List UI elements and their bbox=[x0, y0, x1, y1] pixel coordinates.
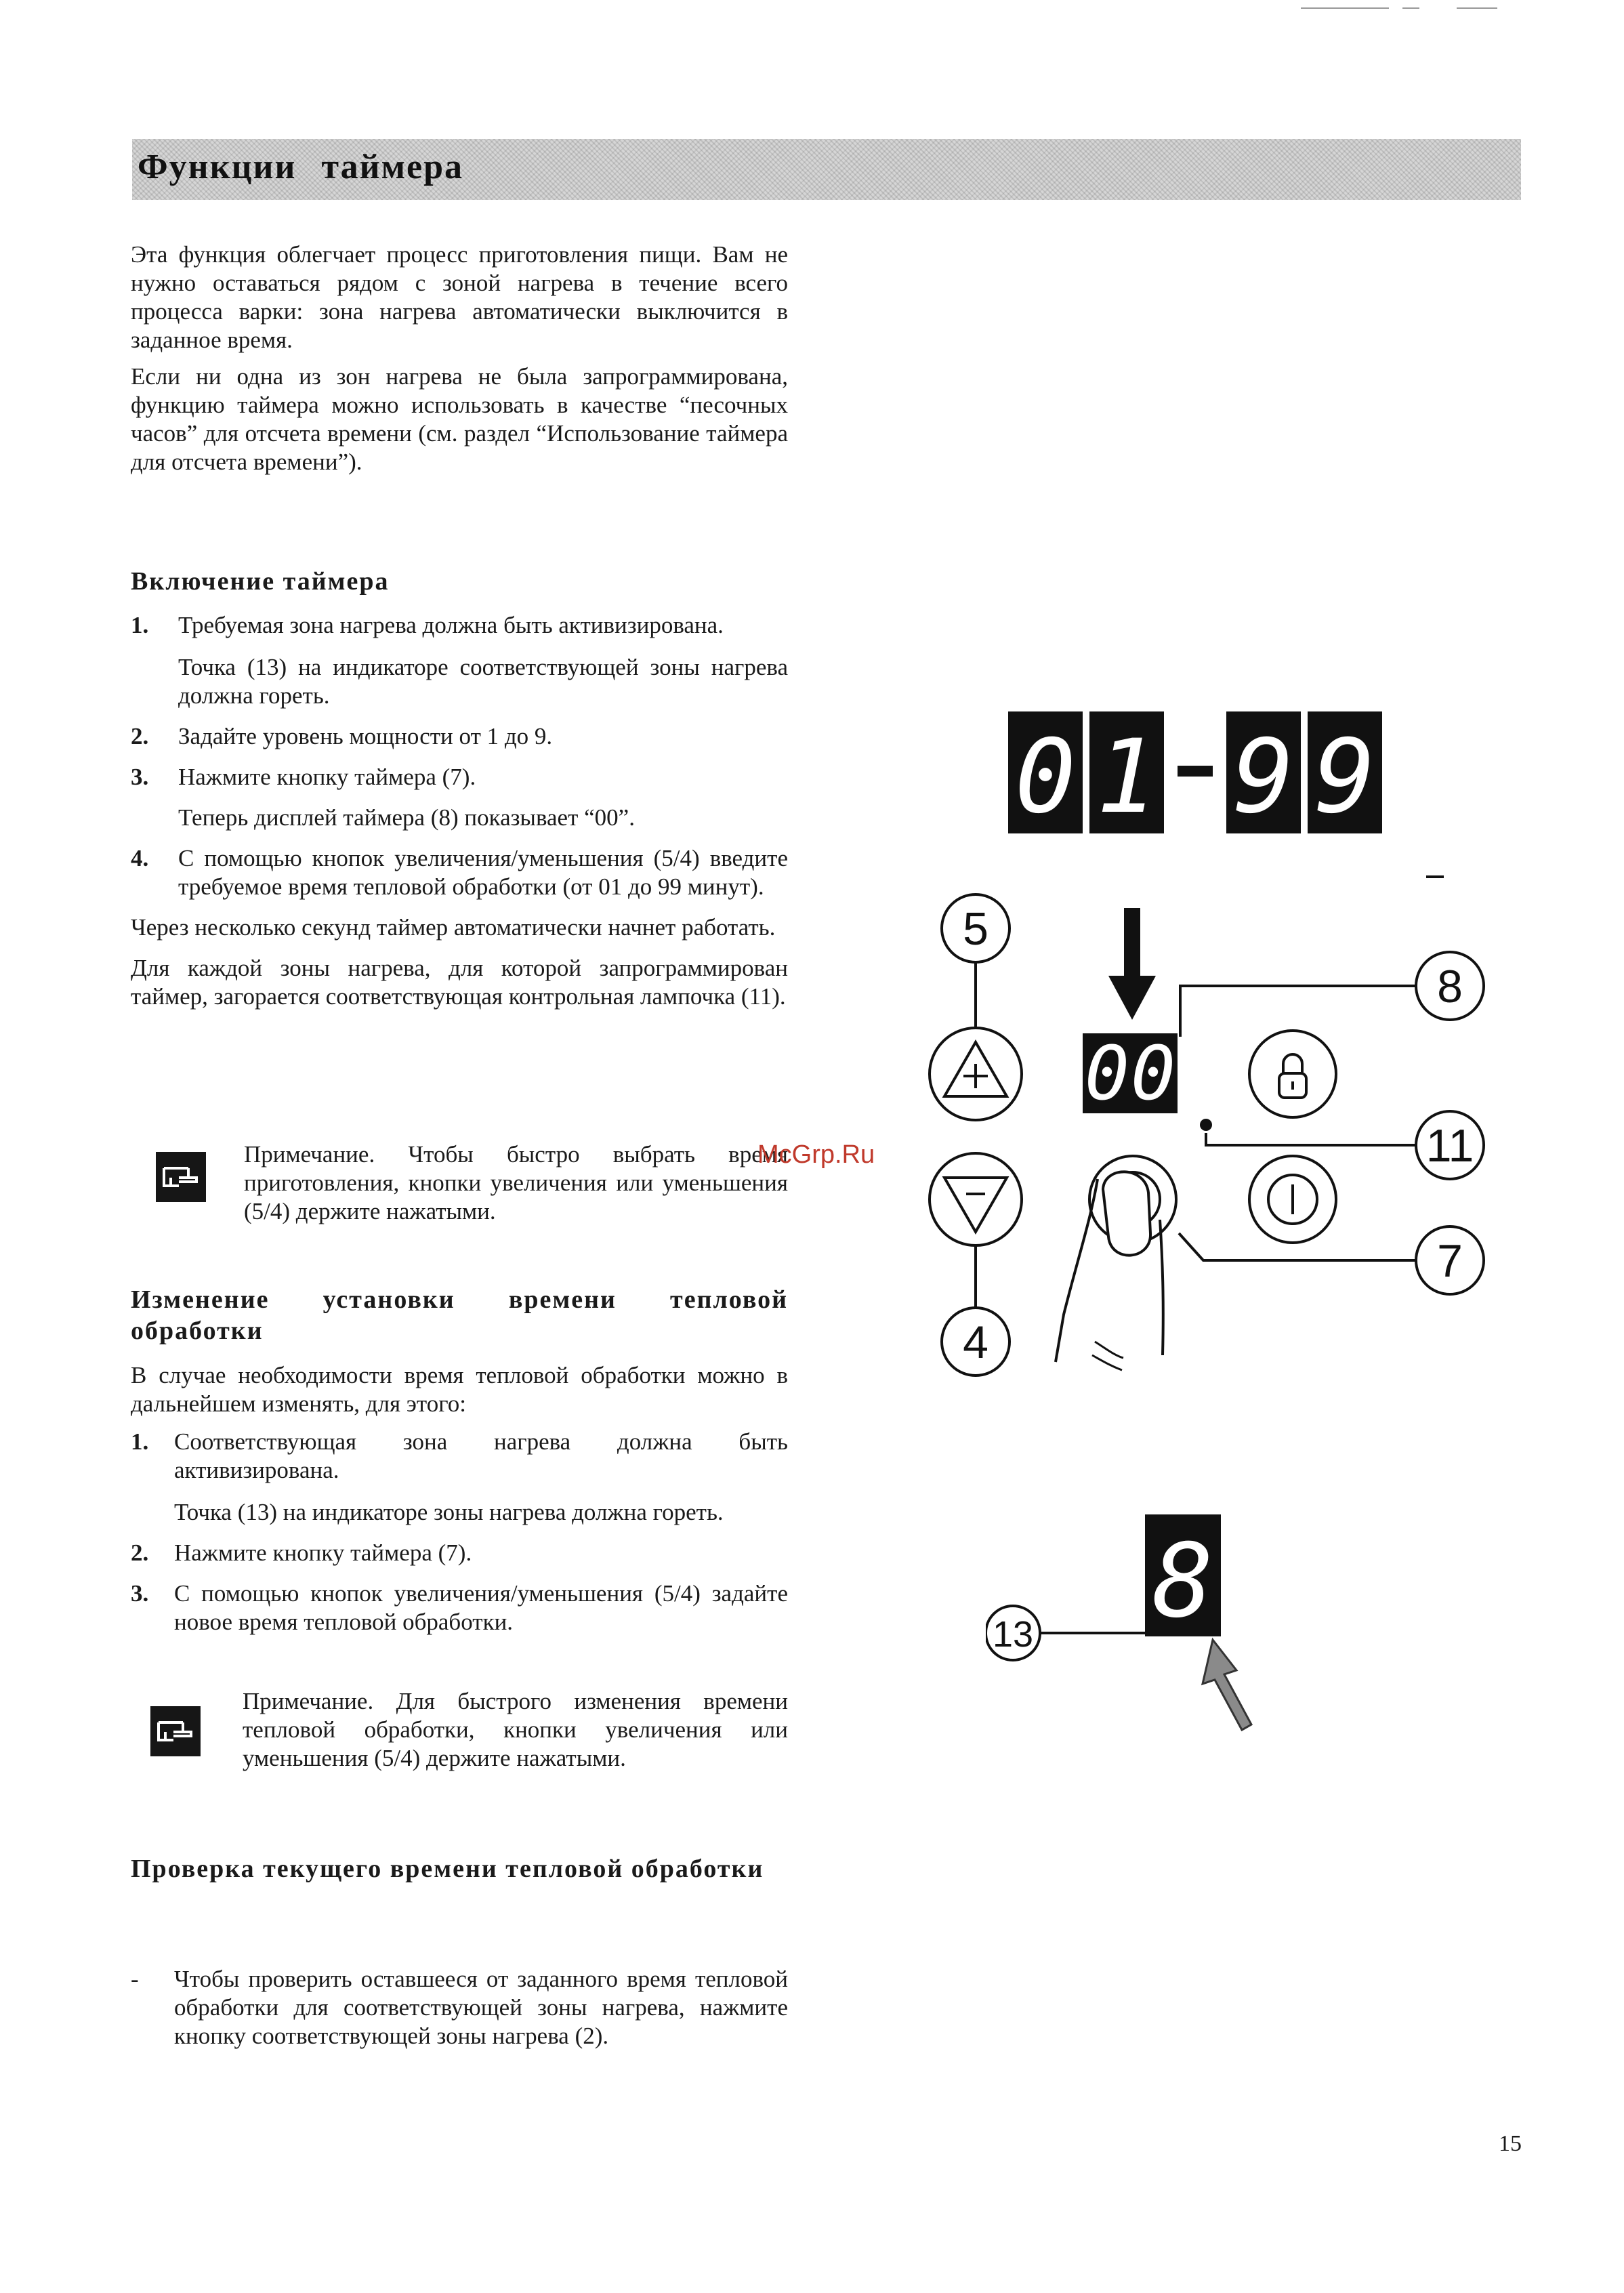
intro-paragraph-1: Эта функция облегчает процесс приготовления пищи. Вам не нужно оставаться рядом с зоной нагрева в течение всего процесса варки: зона нагрева автоматически выключится в заданное время. bbox=[131, 241, 788, 353]
page-title: Функции таймера bbox=[138, 148, 464, 186]
note-2 bbox=[243, 1687, 788, 1773]
paragraph: Через несколько секунд таймер автоматически начнет работать. bbox=[131, 914, 776, 941]
step bbox=[131, 763, 788, 791]
callout-label: 11 bbox=[1425, 1120, 1474, 1172]
step-text: Соответствующая зона нагрева должна быть активизирована. bbox=[174, 1428, 788, 1483]
scan-marks bbox=[1301, 7, 1524, 9]
step bbox=[131, 1498, 788, 1527]
paragraph: Для каждой зоны нагрева, для которой запрограммирован таймер, загорается соответствующая контрольная лампочка (11). bbox=[131, 955, 788, 1010]
section-timer-on bbox=[131, 566, 788, 597]
digit: 0 bbox=[1014, 718, 1077, 833]
note-1 bbox=[244, 1140, 788, 1226]
timer-digit: 0 bbox=[1130, 1030, 1176, 1117]
callout-label: 13 bbox=[992, 1614, 1034, 1655]
display-range-figure bbox=[1008, 711, 1388, 833]
bullet-text: Чтобы проверить оставшееся от заданного время тепловой обработки для соответствующей зоны нагрева, нажмите кнопку соответствующей зоны нагрева (2). bbox=[174, 1966, 788, 2049]
section-title: Изменение установки времени тепловой обработки bbox=[131, 1285, 788, 1345]
section-title: Включение таймера bbox=[131, 567, 390, 596]
step-number: 2. bbox=[131, 1540, 149, 1566]
paragraph: В случае необходимости время тепловой обработки можно в дальнейшем изменять, для этого: bbox=[131, 1362, 788, 1417]
dash-segment bbox=[1178, 766, 1213, 777]
section-check-time bbox=[131, 1853, 788, 1884]
indicator-lamp bbox=[1200, 1119, 1212, 1131]
step-text: Точка (13) на индикаторе зоны нагрева должна гореть. bbox=[174, 1499, 724, 1525]
arrow-up-icon bbox=[1203, 1640, 1251, 1730]
section-change-time bbox=[131, 1284, 788, 1636]
step bbox=[131, 844, 788, 901]
step-number: 1. bbox=[131, 1428, 149, 1455]
digit: 9 bbox=[1232, 718, 1295, 833]
step bbox=[131, 1579, 788, 1636]
note-hand-icon bbox=[150, 1706, 201, 1756]
step-text: С помощью кнопок увеличения/уменьшения (5/4) введите требуемое время тепловой обработки (от 01 до 99 минут). bbox=[178, 845, 788, 900]
section-check-time-text bbox=[131, 1965, 788, 2050]
step-text: Требуемая зона нагрева должна быть активизирована. bbox=[178, 612, 724, 638]
bullet-item bbox=[131, 1965, 788, 2050]
step bbox=[131, 611, 788, 640]
step bbox=[131, 1539, 788, 1567]
step bbox=[131, 1428, 788, 1485]
step-text: Нажмите кнопку таймера (7). bbox=[174, 1540, 472, 1566]
callout-label: 7 bbox=[1437, 1235, 1463, 1287]
zone-digit: 8 bbox=[1152, 1523, 1214, 1640]
step-number: 1. bbox=[131, 612, 149, 638]
note-text: Примечание. Чтобы быстро выбрать время приготовления, кнопки увеличения или уменьшения (5/4) держите нажатыми. bbox=[244, 1141, 788, 1224]
step-text: Точка (13) на индикаторе соответствующей зоны нагрева должна гореть. bbox=[178, 654, 788, 709]
step-text: С помощью кнопок увеличения/уменьшения (5/4) задайте новое время тепловой обработки. bbox=[174, 1580, 788, 1635]
dash-mark bbox=[1426, 874, 1446, 880]
section-title: Проверка текущего времени тепловой обработки bbox=[131, 1855, 764, 1883]
callout-label: 8 bbox=[1437, 961, 1463, 1012]
note-hand-icon bbox=[156, 1152, 206, 1202]
digit: 9 bbox=[1314, 718, 1376, 833]
section-timer-on-steps bbox=[131, 611, 788, 1011]
digit: 1 bbox=[1096, 718, 1158, 833]
note-text: Примечание. Для быстрого изменения времени тепловой обработки, кнопки увеличения или уменьшения (5/4) держите нажатыми. bbox=[243, 1688, 788, 1771]
step-text: Теперь дисплей таймера (8) показывает “00”. bbox=[178, 804, 635, 831]
callout-label: 4 bbox=[963, 1317, 988, 1368]
step bbox=[131, 722, 788, 751]
title-banner bbox=[132, 139, 1521, 200]
step-number: 3. bbox=[131, 1580, 149, 1607]
step bbox=[131, 653, 788, 710]
bullet: - bbox=[131, 1966, 139, 1992]
watermark: McGrp.Ru bbox=[757, 1140, 875, 1169]
page-number: 15 bbox=[1499, 2131, 1522, 2156]
step-number: 2. bbox=[131, 723, 149, 749]
callout-label: 5 bbox=[963, 903, 988, 955]
arrow-down-icon bbox=[1108, 908, 1156, 1020]
step-text: Нажмите кнопку таймера (7). bbox=[178, 764, 476, 790]
step-number: 4. bbox=[131, 845, 149, 871]
zone-indicator-figure bbox=[986, 1514, 1270, 1738]
step-number: 3. bbox=[131, 764, 149, 790]
control-panel-figure bbox=[908, 881, 1504, 1396]
step-text: Задайте уровень мощности от 1 до 9. bbox=[178, 723, 553, 749]
timer-digit: 0 bbox=[1084, 1030, 1130, 1117]
intro-paragraph-2: Если ни одна из зон нагрева не была запрограммирована, функцию таймера можно использовать в качестве “песочных часов” для отсчета времени (см. раздел “Использование таймера для отсчета времени”). bbox=[131, 363, 788, 475]
intro bbox=[131, 241, 788, 476]
step bbox=[131, 804, 788, 832]
